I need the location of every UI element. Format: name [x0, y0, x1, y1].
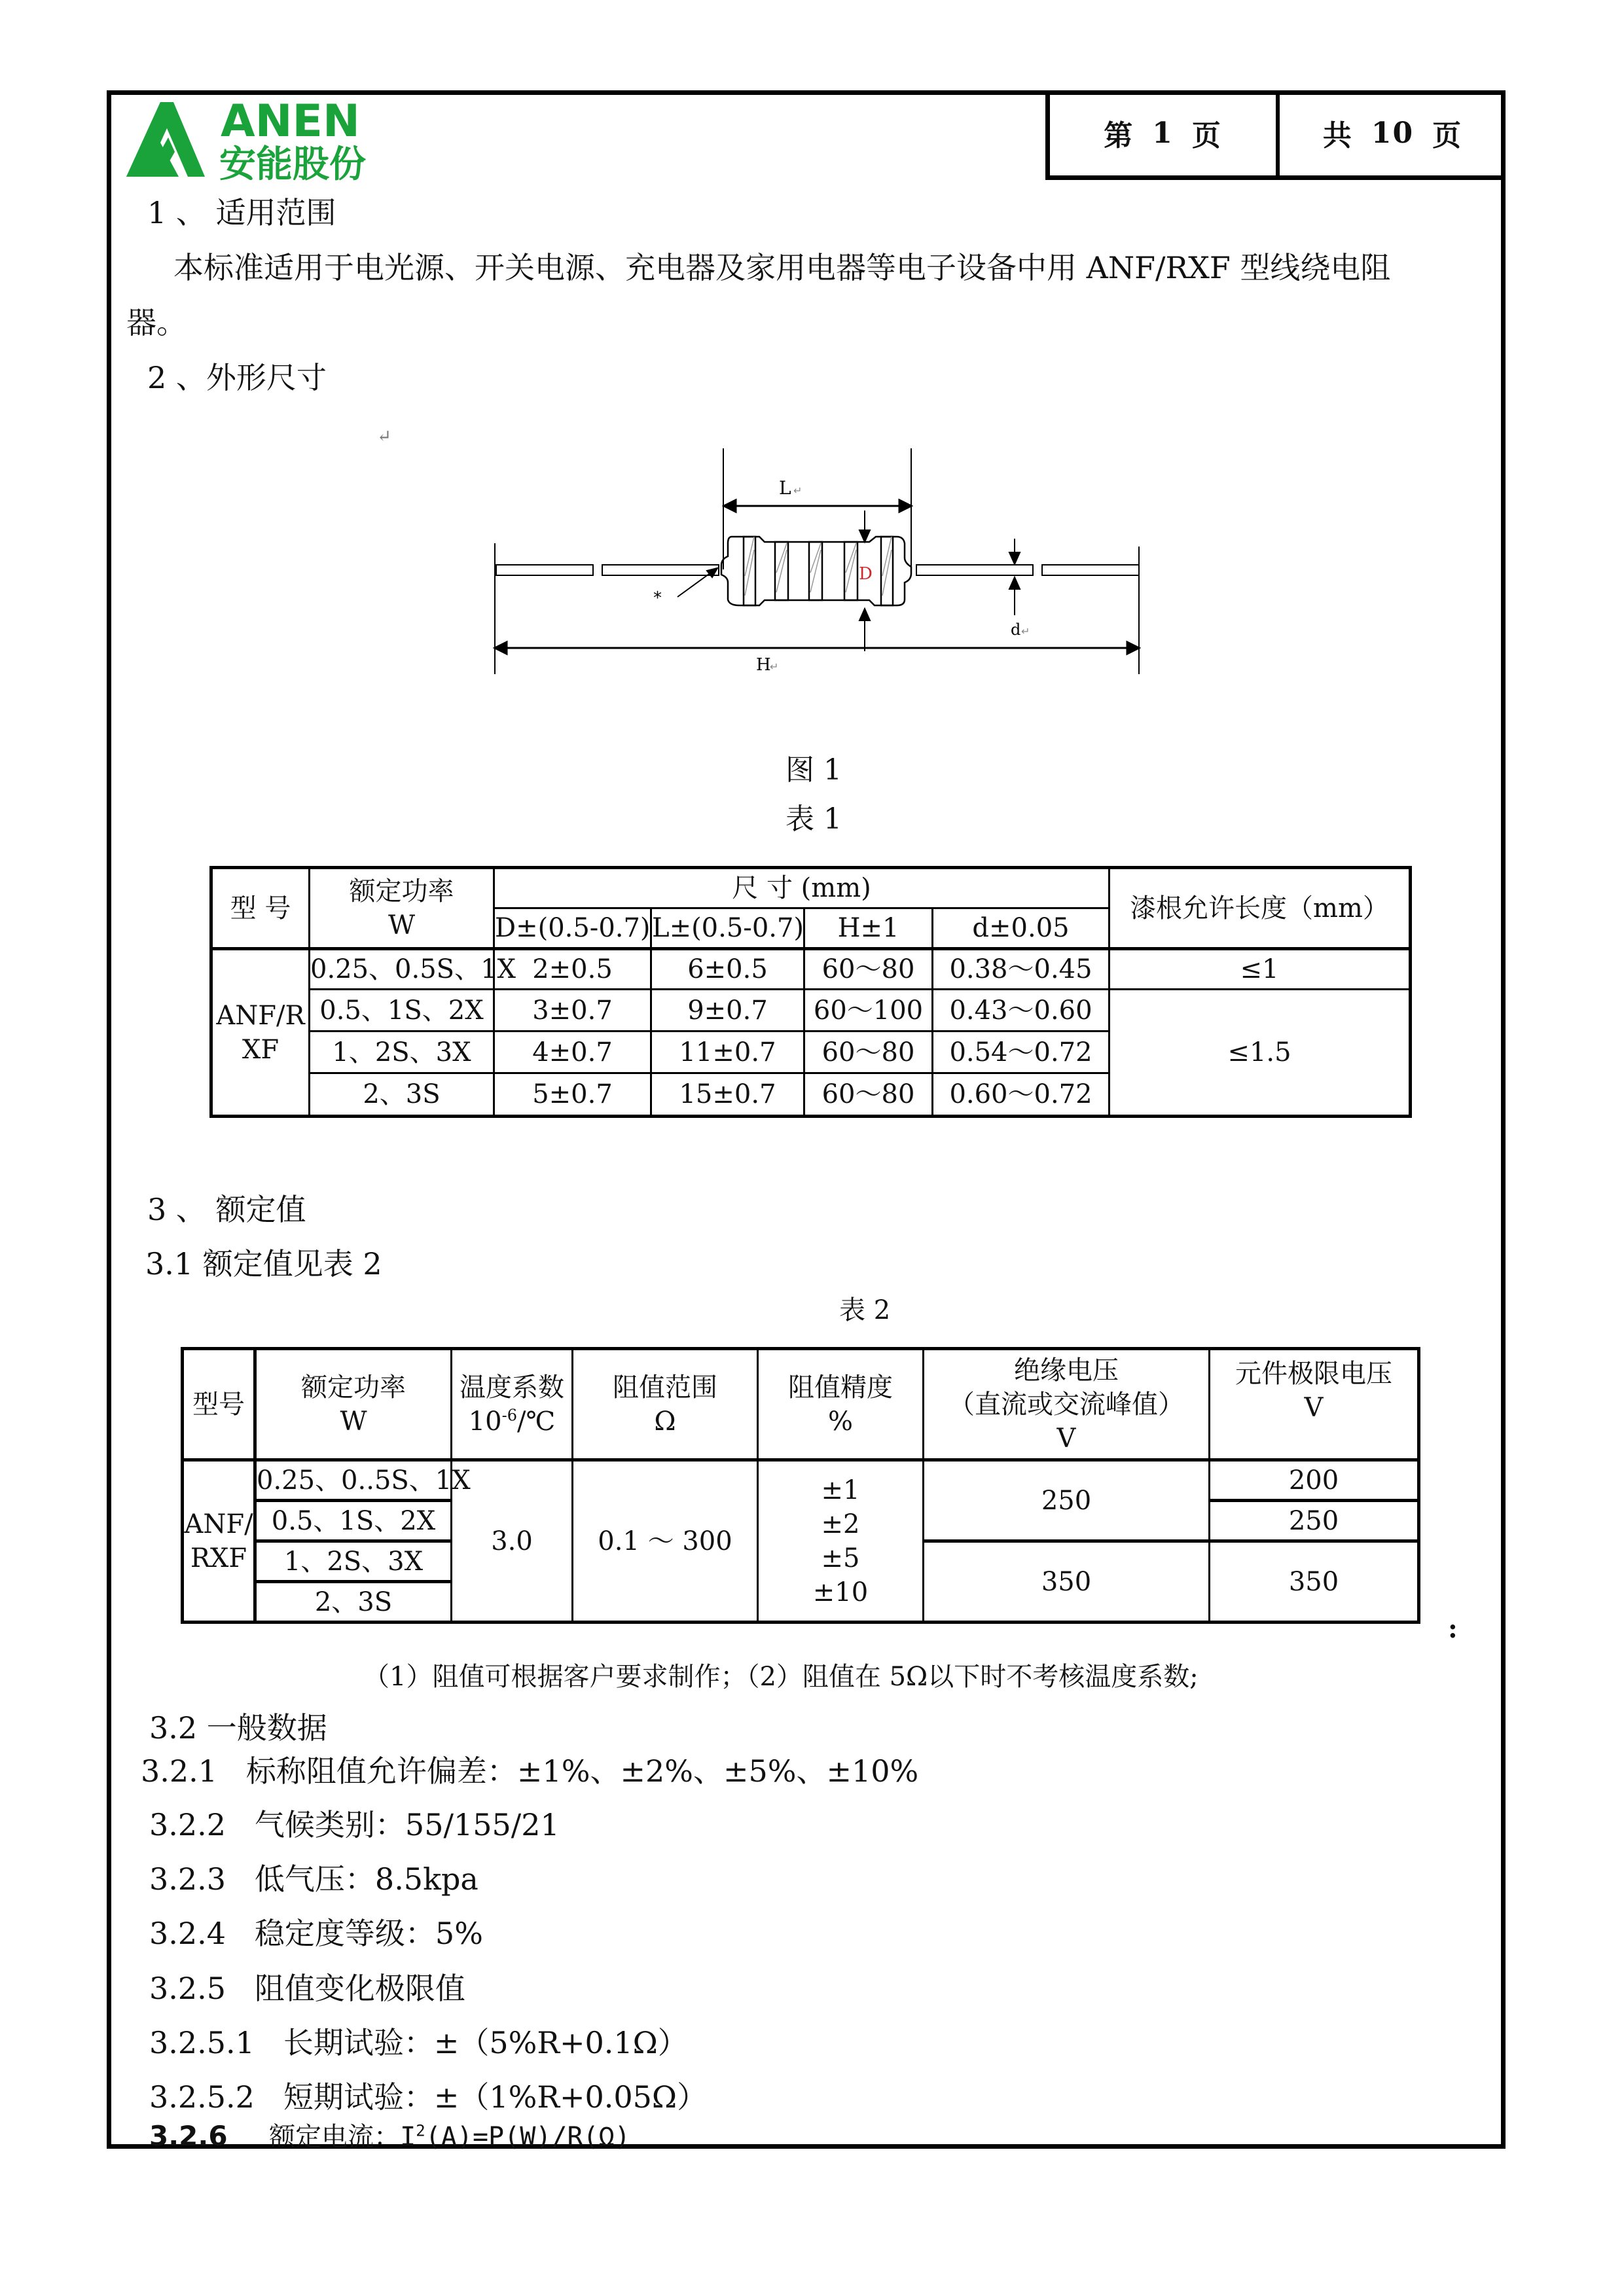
t1-header-d: d±0.05 — [933, 908, 1110, 949]
left-lead-segment-2 — [602, 565, 719, 575]
t1-d: 0.38～0.45 — [933, 949, 1110, 990]
left-lead-segment-1 — [496, 565, 593, 575]
t2-header-tempco-line1: 温度系数 — [460, 1372, 564, 1403]
precision-1: ±1 — [821, 1475, 860, 1505]
page-counter-box — [1045, 90, 1506, 180]
brand-name-en: ANEN — [221, 96, 360, 147]
L-dimension-arrow — [724, 500, 911, 512]
t1-paint-root-1: ≤1 — [1110, 949, 1411, 990]
tempco-base: 10 — [468, 1406, 502, 1437]
t2-header-precision-line2: % — [827, 1406, 853, 1437]
t1-header-power-line2: W — [388, 910, 416, 941]
rated-current-item — [149, 2120, 630, 2152]
resistor-dimension-diagram — [484, 419, 1178, 694]
general-item — [149, 1807, 560, 1842]
item-text: 气候类别：55/155/21 — [254, 1807, 560, 1842]
d-dimension-arrows — [1009, 539, 1020, 615]
t1-H: 60～80 — [804, 949, 933, 990]
table-row — [211, 949, 1411, 990]
t1-power: 0.25、0.5S、1X — [310, 949, 494, 990]
t1-header-power-line1: 额定功率 — [349, 876, 454, 906]
item-number: 3.2.5 — [149, 1971, 226, 2006]
t1-power: 0.5、1S、2X — [310, 990, 494, 1031]
t2-header-insulation — [924, 1349, 1210, 1460]
paragraph-return-mark: ↵ — [377, 427, 391, 446]
t1-L: 15±0.7 — [651, 1073, 804, 1117]
item-text: 标称阻值允许偏差：±1%、±2%、±5%、±10% — [245, 1753, 919, 1789]
label-star: * — [653, 588, 662, 608]
t2-limit-250: 250 — [1210, 1501, 1419, 1541]
t1-model-line1: ANF/R — [216, 1000, 305, 1031]
table-2-note: （1）阻值可根据客户要求制作；（2）阻值在 5Ω以下时不考核温度系数; — [363, 1662, 1199, 1692]
tempco-exponent: -6 — [501, 1406, 518, 1425]
label-D: D — [859, 564, 873, 584]
section-1-body-line2: 器。 — [126, 305, 187, 340]
formula-exponent: 2 — [416, 2121, 425, 2140]
t2-tempco-value: 3.0 — [452, 1460, 573, 1623]
t1-D: 4±0.7 — [494, 1031, 651, 1073]
t2-header-precision — [758, 1349, 924, 1460]
t2-header-insulation-line2: （直流或交流峰值） — [948, 1389, 1184, 1420]
t2-header-tempco — [452, 1349, 573, 1460]
t1-model-line2: XF — [242, 1034, 280, 1065]
t1-H: 60～100 — [804, 990, 933, 1031]
rated-current-label: 额定电流： — [269, 2122, 401, 2152]
general-item — [149, 1971, 465, 2006]
label-L: L — [779, 477, 791, 499]
t2-insulation-250: 250 — [924, 1460, 1210, 1541]
label-d-return: ↵ — [1021, 625, 1030, 637]
t2-power: 0.25、0..5S、1X — [255, 1460, 452, 1501]
total-prefix: 共 — [1322, 119, 1353, 152]
t1-H: 60～80 — [804, 1031, 933, 1073]
item-text: 低气压：8.5kpa — [254, 1861, 478, 1897]
t1-D: 5±0.7 — [494, 1073, 651, 1117]
total-pages-cell — [1276, 90, 1506, 175]
t2-header-range — [573, 1349, 758, 1460]
general-item — [149, 1861, 478, 1897]
precision-5: ±5 — [821, 1543, 860, 1573]
t1-header-L: L±(0.5-0.7) — [651, 908, 804, 949]
page-suffix: 页 — [1191, 119, 1222, 152]
t1-header-dimensions: 尺 寸 (mm) — [494, 868, 1110, 908]
t2-header-range-line1: 阻值范围 — [613, 1372, 717, 1403]
table-row — [183, 1460, 1419, 1501]
table-1-caption: 表 1 — [785, 802, 842, 836]
t2-power: 0.5、1S、2X — [255, 1501, 452, 1541]
t1-d: 0.43～0.60 — [933, 990, 1110, 1031]
t2-header-power — [255, 1349, 452, 1460]
t2-header-limit-line1: 元件极限电压 — [1235, 1359, 1392, 1389]
t2-header-tempco-unit — [452, 1405, 571, 1439]
H-dimension-arrow — [495, 642, 1139, 654]
general-item — [141, 1753, 919, 1789]
item-text: 长期试验：±（5%R+0.1Ω） — [283, 2025, 688, 2060]
t2-model-line1: ANF/ — [184, 1509, 253, 1539]
t1-L: 6±0.5 — [651, 949, 804, 990]
t2-precision-values — [758, 1460, 924, 1623]
label-L-return: ↵ — [793, 484, 803, 497]
t1-header-power — [310, 868, 494, 949]
page-prefix: 第 — [1104, 119, 1134, 152]
t2-header-model: 型号 — [183, 1349, 255, 1460]
precision-2: ±2 — [821, 1509, 860, 1539]
label-H: H — [756, 655, 771, 675]
t1-power: 2、3S — [310, 1073, 494, 1117]
section-3-1-title: 3.1 额定值见表 2 — [145, 1246, 382, 1282]
t2-model-line2: RXF — [190, 1543, 247, 1573]
t2-header-power-line2: W — [340, 1406, 367, 1437]
item-text: 阻值变化极限值 — [254, 1971, 465, 2006]
item-number: 3.2.2 — [149, 1807, 226, 1842]
t1-header-H: H±1 — [804, 908, 933, 949]
section-3-2-title: 3.2 一般数据 — [149, 1710, 327, 1746]
section-3-title: 3 、 额定值 — [147, 1192, 306, 1227]
item-number: 3.2.5.2 — [149, 2079, 255, 2115]
section-2-title: 2 、外形尺寸 — [147, 360, 327, 395]
label-d: d — [1011, 620, 1021, 639]
precision-10: ±10 — [812, 1577, 869, 1607]
t1-power: 1、2S、3X — [310, 1031, 494, 1073]
company-logo — [121, 96, 383, 186]
t1-L: 11±0.7 — [651, 1031, 804, 1073]
total-suffix: 页 — [1432, 119, 1463, 152]
t2-header-precision-line1: 阻值精度 — [788, 1372, 893, 1403]
item-number: 3.2.4 — [149, 1916, 226, 1951]
formula-I: I — [400, 2122, 416, 2152]
trailing-colon-mark: : — [1448, 1613, 1458, 1644]
t1-L: 9±0.7 — [651, 990, 804, 1031]
t1-D: 3±0.7 — [494, 990, 651, 1031]
brand-name-cn: 安能股份 — [219, 143, 366, 186]
item-number: 3.2.1 — [141, 1753, 218, 1789]
tempco-unit: /℃ — [517, 1406, 556, 1437]
t2-header-limit-line2: V — [1304, 1393, 1324, 1423]
item-text: 短期试验：±（1%R+0.05Ω） — [283, 2079, 708, 2115]
table-2-caption: 表 2 — [839, 1295, 891, 1325]
table-row — [211, 990, 1411, 1031]
t1-d: 0.60～0.72 — [933, 1073, 1110, 1117]
section-1-body-line1: 本标准适用于电光源、开关电源、充电器及家用电器等电子设备中用 ANF/RXF 型线绕电阻 — [173, 250, 1391, 285]
t2-header-range-line2: Ω — [654, 1406, 676, 1437]
star-leader-arrow — [677, 568, 717, 597]
t1-d: 0.54～0.72 — [933, 1031, 1110, 1073]
t2-header-limit — [1210, 1349, 1419, 1460]
t1-paint-root-2: ≤1.5 — [1110, 990, 1411, 1117]
t1-header-paint-root: 漆根允许长度（mm） — [1110, 868, 1411, 949]
t2-range-value: 0.1 ～ 300 — [573, 1460, 758, 1623]
total-pages: 10 — [1371, 116, 1415, 150]
general-item — [149, 2079, 708, 2115]
right-lead-segment-1 — [916, 565, 1033, 575]
t1-H: 60～80 — [804, 1073, 933, 1117]
t2-header-insulation-line3: V — [1056, 1423, 1076, 1454]
label-H-return: ↵ — [770, 660, 779, 673]
section-1-title: 1 、 适用范围 — [147, 195, 336, 230]
rated-current-formula — [400, 2122, 630, 2152]
item-number: 3.2.3 — [149, 1861, 226, 1897]
dimensions-table — [209, 866, 1412, 1118]
right-lead-segment-2 — [1042, 565, 1139, 575]
t2-power: 2、3S — [255, 1582, 452, 1623]
t2-power: 1、2S、3X — [255, 1541, 452, 1582]
current-page-cell — [1050, 90, 1276, 175]
t2-header-insulation-line1: 绝缘电压 — [1014, 1355, 1119, 1386]
t1-D: 2±0.5 — [494, 949, 651, 990]
t2-model-cell — [183, 1460, 255, 1623]
page-number: 1 — [1152, 116, 1174, 150]
t2-header-power-line1: 额定功率 — [301, 1372, 406, 1403]
general-item — [149, 2025, 688, 2060]
item-number: 3.2.5.1 — [149, 2025, 255, 2060]
t2-limit-200: 200 — [1210, 1460, 1419, 1501]
anen-triangle-logo-icon — [121, 96, 383, 186]
rated-values-table — [181, 1347, 1420, 1624]
t2-limit-350: 350 — [1210, 1541, 1419, 1623]
t2-insulation-350: 350 — [924, 1541, 1210, 1623]
item-text: 稳定度等级：5% — [254, 1916, 483, 1951]
formula-rest: (A)=P(W)/R(Ω) — [425, 2122, 630, 2152]
figure-1-caption: 图 1 — [785, 753, 842, 787]
t1-header-D: D±(0.5-0.7) — [494, 908, 651, 949]
general-item — [149, 1916, 483, 1951]
item-number: 3.2.6 — [149, 2120, 228, 2152]
t1-header-model: 型 号 — [211, 868, 310, 949]
t1-model-cell — [211, 949, 310, 1117]
